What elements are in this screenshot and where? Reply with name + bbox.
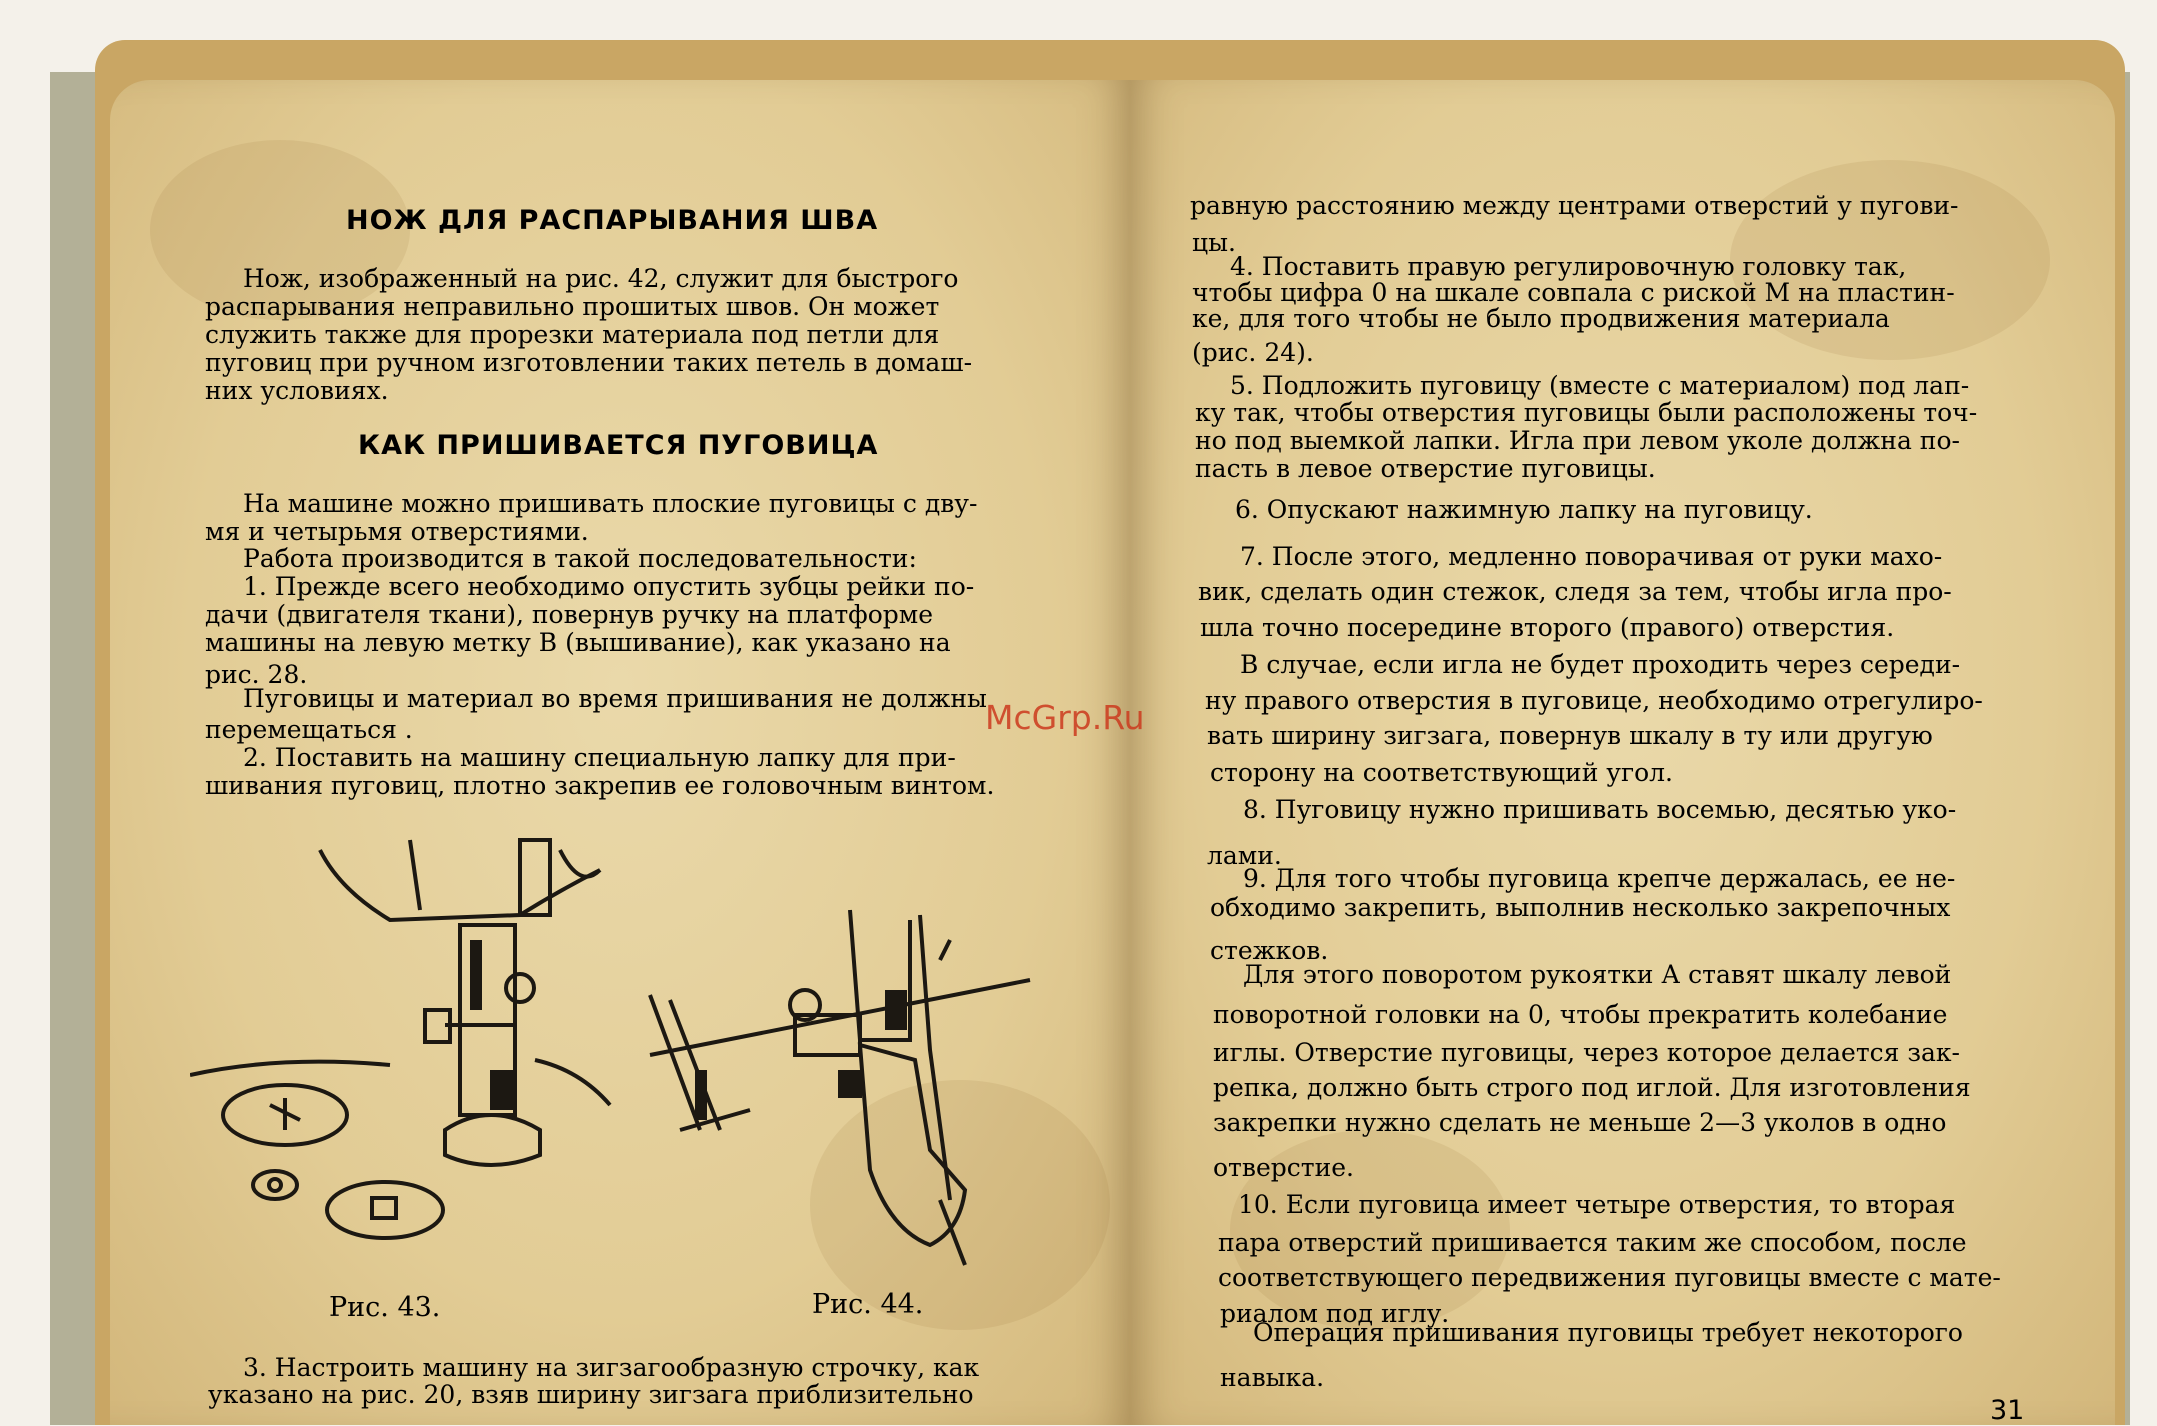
text-line: ну правого отверстия в пуговице, необходимо отрегулиро- [1205, 686, 1983, 715]
section-heading-knife: НОЖ ДЛЯ РАСПАРЫВАНИЯ ШВА [346, 205, 879, 236]
text-line: риалом под иглу. [1220, 1299, 1450, 1328]
text-line: 6. Опускают нажимную лапку на пуговицу. [1235, 495, 1813, 524]
text-line: цы. [1192, 228, 1236, 257]
page-number: 31 [1990, 1395, 2025, 1426]
text-line: Операция пришивания пуговицы требует некоторого [1253, 1318, 1963, 1347]
text-line: распарывания неправильно прошитых швов. Он может [205, 292, 940, 321]
text-line: но под выемкой лапки. Игла при левом уколе должна по- [1195, 426, 1960, 455]
text-line: пуговиц при ручном изготовлении таких петель в домаш- [205, 348, 973, 377]
text-line: закрепки нужно сделать не меньше 2—3 уколов в одно [1213, 1108, 1947, 1137]
text-line: На машине можно пришивать плоские пуговицы с дву- [243, 489, 978, 518]
text-line: 8. Пуговицу нужно пришивать восемью, десятью уко- [1243, 795, 1957, 824]
text-line: пасть в левое отверстие пуговицы. [1195, 454, 1656, 483]
text-line: вать ширину зигзага, повернув шкалу в ту или другую [1207, 721, 1933, 750]
text-line: указано на рис. 20, взяв ширину зигзага приблизительно [208, 1380, 974, 1409]
text-line: соответствующего передвижения пуговицы вместе с мате- [1218, 1263, 2001, 1292]
text-line: 10. Если пуговица имеет четыре отверстия, то вторая [1238, 1190, 1956, 1219]
text-line: сторону на соответствующий угол. [1210, 758, 1673, 787]
text-line: Работа производится в такой последовательности: [243, 544, 917, 573]
text-line: машины на левую метку В (вышивание), как указано на [205, 628, 951, 657]
text-line: репка, должно быть строго под иглой. Для изготовления [1213, 1073, 1971, 1102]
text-line: 5. Подложить пуговицу (вместе с материалом) под лап- [1230, 371, 1970, 400]
text-line: вик, сделать один стежок, следя за тем, чтобы игла про- [1198, 577, 1952, 606]
text-line: шла точно посередине второго (правого) отверстия. [1200, 613, 1895, 642]
text-line: них условиях. [205, 376, 389, 405]
text-line: лами. [1207, 841, 1282, 870]
text-line: 2. Поставить на машину специальную лапку для при- [243, 743, 956, 772]
text-line: равную расстоянию между центрами отверстий у пугови- [1190, 191, 1959, 220]
text-line: Для этого поворотом рукоятки А ставят шкалу левой [1243, 960, 1952, 989]
text-line: мя и четырьмя отверстиями. [205, 517, 589, 546]
figure-43-caption: Рис. 43. [329, 1292, 441, 1323]
figure-44-illustration [620, 900, 1040, 1270]
text-line: поворотной головки на 0, чтобы прекратить колебание [1213, 1000, 1948, 1029]
text-line: иглы. Отверстие пуговицы, через которое делается зак- [1213, 1038, 1960, 1067]
text-line: перемещаться . [205, 715, 413, 744]
text-line: чтобы цифра 0 на шкале совпала с риской М на пластин- [1192, 278, 1955, 307]
section-heading-button: КАК ПРИШИВАЕТСЯ ПУГОВИЦА [358, 430, 879, 461]
text-line: (рис. 24). [1192, 338, 1314, 367]
text-line: служить также для прорезки материала под петли для [205, 320, 940, 349]
text-line: дачи (двигателя ткани), повернув ручку на платформе [205, 600, 934, 629]
text-line: обходимо закрепить, выполнив несколько закрепочных [1210, 893, 1951, 922]
text-line: 3. Настроить машину на зигзагообразную строчку, как [243, 1353, 980, 1382]
text-line: шивания пуговиц, плотно закрепив ее головочным винтом. [205, 771, 995, 800]
text-line: навыка. [1220, 1363, 1325, 1392]
text-line: ке, для того чтобы не было продвижения материала [1192, 304, 1890, 333]
text-line: пара отверстий пришивается таким же способом, после [1218, 1228, 1967, 1257]
text-line: Пуговицы и материал во время пришивания не должны [243, 684, 987, 713]
text-line: 9. Для того чтобы пуговица крепче держалась, ее не- [1243, 864, 1956, 893]
text-line: стежков. [1210, 936, 1329, 965]
watermark-text: McGrp.Ru [985, 698, 1145, 737]
text-line: 4. Поставить правую регулировочную головку так, [1230, 252, 1907, 281]
text-line: рис. 28. [205, 660, 308, 689]
text-line: ку так, чтобы отверстия пуговицы были расположены точ- [1195, 398, 1978, 427]
text-line: отверстие. [1213, 1153, 1354, 1182]
text-line: В случае, если игла не будет проходить через середи- [1240, 650, 1961, 679]
text-line: 1. Прежде всего необходимо опустить зубцы рейки по- [243, 572, 975, 601]
text-line: Нож, изображенный на рис. 42, служит для быстрого [243, 264, 959, 293]
text-line: 7. После этого, медленно поворачивая от руки махо- [1240, 542, 1943, 571]
figure-44-caption: Рис. 44. [812, 1289, 924, 1320]
figure-43-illustration [190, 830, 620, 1250]
